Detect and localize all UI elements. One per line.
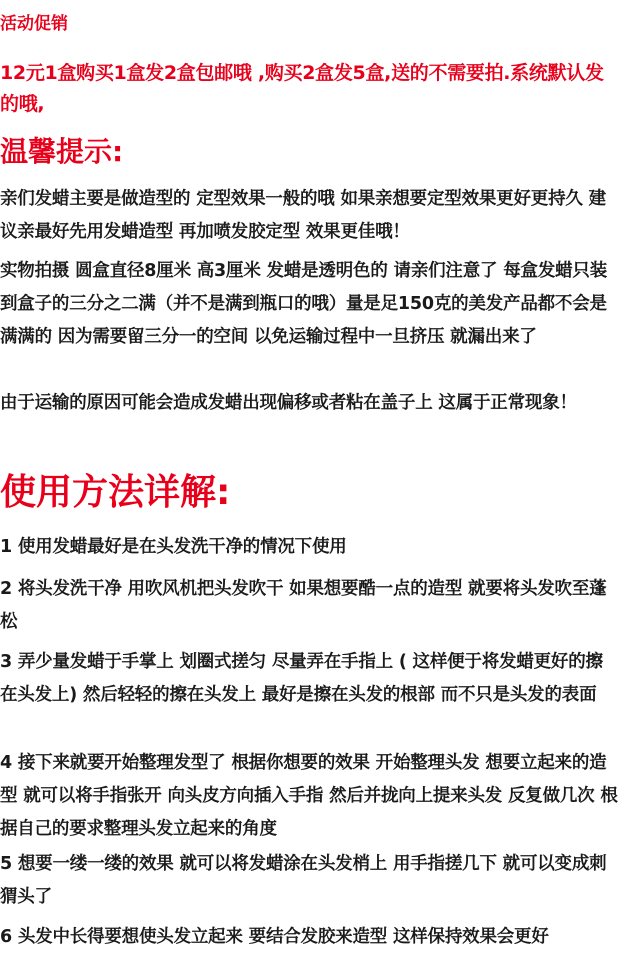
usage-step: 4 接下来就要开始整理发型了 根据你想要的效果 开始整理头发 想要立起来的造型 就可以将手指张开 向头皮方向插入手指 然后并拢向上提来头发 反复做几次 根据自己的要求整理头发立起来的角度 bbox=[0, 753, 618, 839]
promo-body: 12元1盒购买1盒发2盒包邮哦 ,购买2盒发5盒,送的不需要拍.系统默认发的哦, bbox=[0, 62, 604, 115]
tips-paragraph: 实物拍摄 圆盒直径8厘米 高3厘米 发蜡是透明色的 请亲们注意了 每盒发蜡只装到盒子的三分之二满（并不是满到瓶口的哦）量是足150克的美发产品都不会是满满的 因为需要留三分一的空间 以免运输过程中一旦挤压 就漏出来了 bbox=[0, 261, 608, 347]
promo-title: 活动促销 bbox=[0, 14, 68, 34]
usage-step: 3 弄少量发蜡于手掌上 划圈式搓匀 尽量弄在手指上 ( 这样便于将发蜡更好的擦在头发上) 然后轻轻的擦在头发上 最好是擦在头发的根部 而不只是头发的表面 bbox=[0, 652, 603, 705]
usage-step: 6 头发中长得要想使头发立起来 要结合发胶来造型 这样保持效果会更好 bbox=[0, 927, 549, 947]
tips-paragraph: 由于运输的原因可能会造成发蜡出现偏移或者粘在盖子上 这属于正常现象！ bbox=[0, 393, 577, 413]
tips-heading: 温馨提示: bbox=[0, 135, 124, 168]
usage-heading: 使用方法详解: bbox=[0, 472, 231, 513]
usage-step: 5 想要一缕一缕的效果 就可以将发蜡涂在头发梢上 用手指搓几下 就可以变成刺猬头了 bbox=[0, 854, 607, 907]
usage-step: 1 使用发蜡最好是在头发洗干净的情况下使用 bbox=[0, 537, 347, 557]
usage-step: 2 将头发洗干净 用吹风机把头发吹干 如果想要酷一点的造型 就要将头发吹至蓬松 bbox=[0, 579, 607, 632]
tips-paragraph: 亲们发蜡主要是做造型的 定型效果一般的哦 如果亲想要定型效果更好更持久 建议亲最好先用发蜡造型 再加喷发胶定型 效果更佳哦！ bbox=[0, 189, 606, 242]
